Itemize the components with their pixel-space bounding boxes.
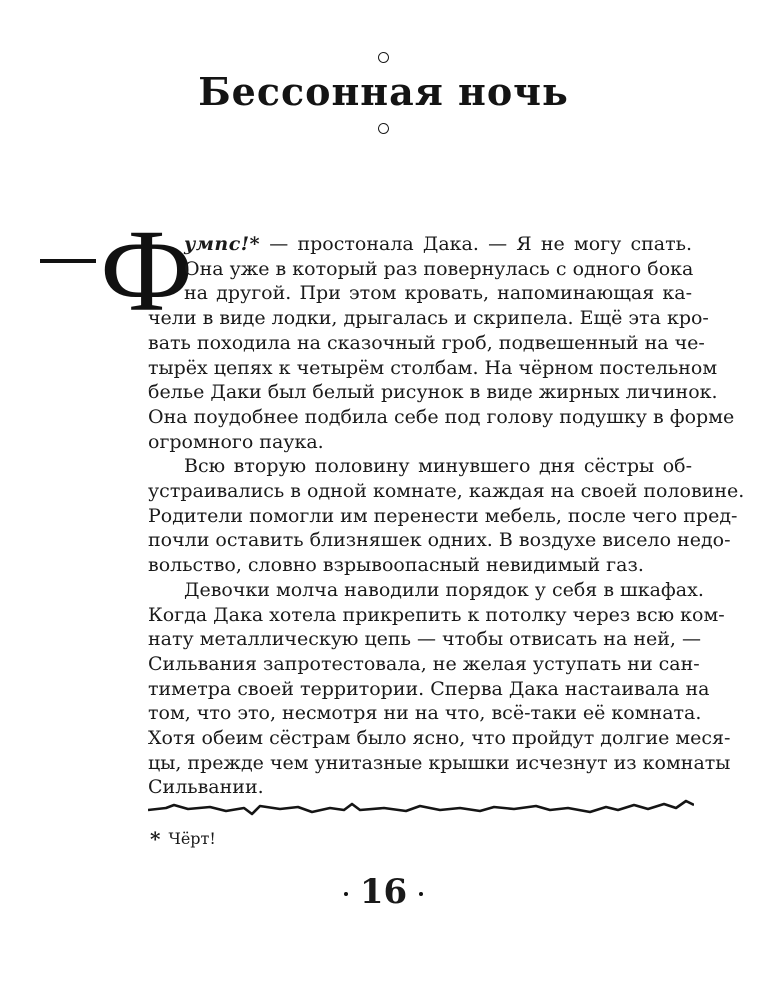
text-line: устраивались в одной комнате, каждая на своей половине. [148,480,745,503]
text-line: цы, прежде чем унитазные крышки исчезнут из комнаты [148,751,731,774]
text-line: тырёх цепях к четырём столбам. На чёрном постельном [148,356,718,379]
footnote-text: Чёрт! [168,829,216,848]
text-line: Сильвании. [148,776,264,799]
page-number [0,870,767,914]
footnote-separator-torn-line [148,796,694,822]
text-line: Родители помогли им перенести мебель, после чего пред- [148,504,738,527]
text-line: огромного паука. [148,430,324,453]
ornament-ring-icon [378,52,389,63]
paragraph-1 [148,232,735,454]
text-line: чели в виде лодки, дрыгалась и скрипела. Ещё эта кро- [148,307,709,330]
asterisk-icon: * [150,827,161,851]
chapter-heading [0,52,767,134]
ornament-ring-icon [378,123,389,134]
dot-icon [344,892,348,896]
text-line: вольство, словно взрывоопасный невидимый газ. [148,554,644,577]
text-line: нату металлическую цепь — чтобы отвисать на ней, — [148,628,701,651]
page-number-value: 16 [359,872,408,912]
text-line: Сильвания запротестовала, не желая уступать ни сан- [148,652,700,675]
text-line: Хотя обеим сёстрам было ясно, что пройдут долгие меся- [148,727,731,750]
first-word: умпс!* [184,233,261,255]
text-line: Всю вторую половину минувшего дня сёстры об- [184,455,692,478]
text-line [184,232,692,257]
text-line: Она уже в который раз повернулась с одного бока [184,257,694,280]
text-line-part: — простонала Дака. — Я не могу спать. [260,233,692,255]
drop-cap: Ф [100,205,194,336]
paragraph-3 [148,578,731,800]
dot-icon [419,892,423,896]
body-text [148,232,745,800]
text-line: Когда Дака хотела прикрепить к потолку через всю ком- [148,603,725,626]
text-line: почли оставить близняшек одних. В воздухе висело недо- [148,529,731,552]
chapter-title: Бессонная ночь [198,69,569,114]
footnote [150,828,216,850]
text-line: том, что это, несмотря ни на что, всё-таки её комната. [148,702,702,725]
text-line: вать походила на сказочный гроб, подвешенный на че- [148,331,705,354]
text-line: тиметра своей территории. Сперва Дака настаивала на [148,677,710,700]
text-line: на другой. При этом кровать, напоминающая ка- [184,282,692,305]
text-line: Она поудобнее подбила себе под голову подушку в форме [148,405,735,428]
text-line: Девочки молча наводили порядок у себя в шкафах. [184,578,704,601]
paragraph-2 [148,454,745,578]
dialogue-dash [40,259,96,263]
text-line: белье Даки был белый рисунок в виде жирных личинок. [148,381,718,404]
